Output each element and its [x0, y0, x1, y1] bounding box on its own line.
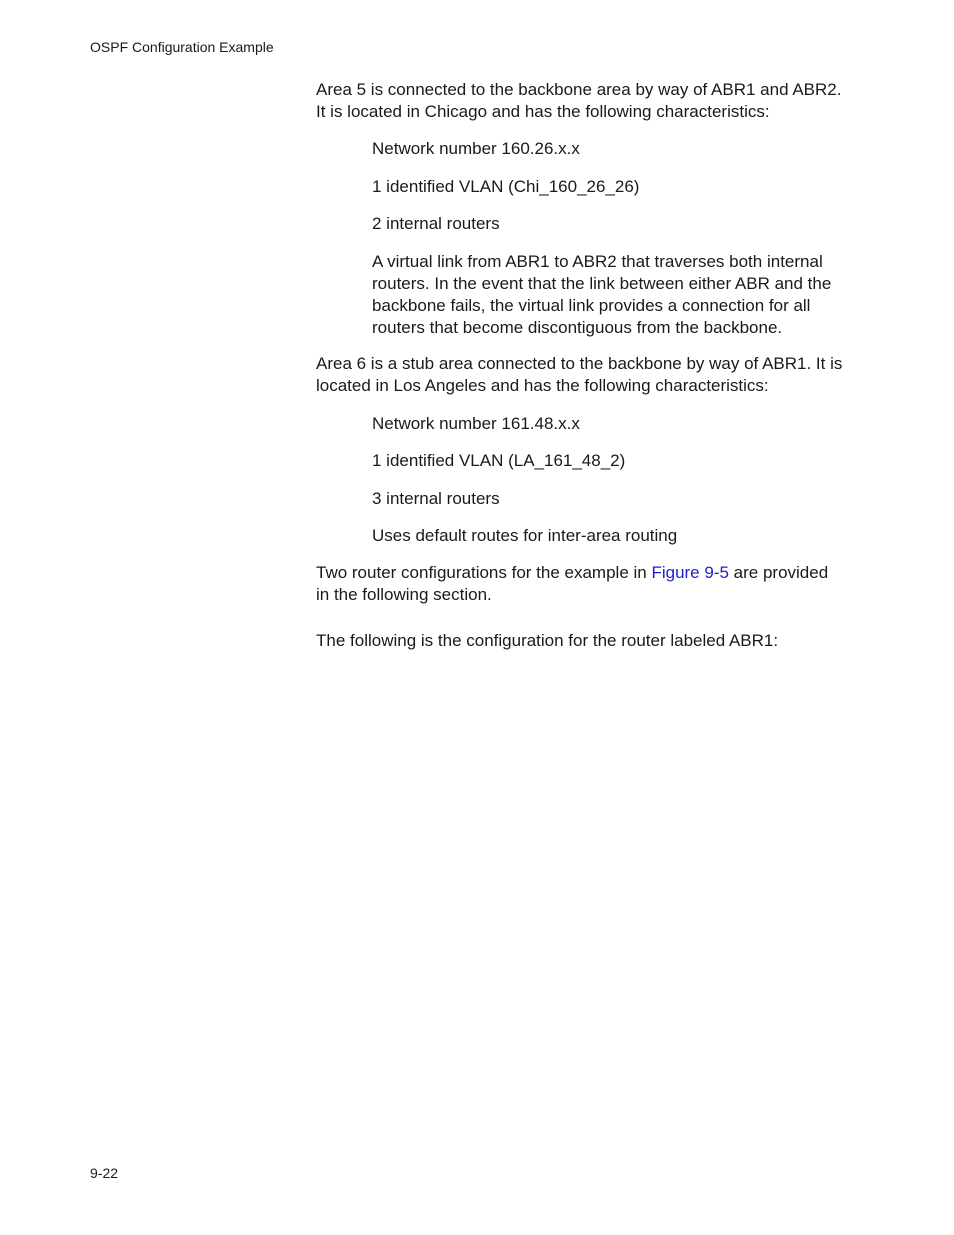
- area5-intro-line: Area 5 is connected to the backbone area by way of ABR1 and ABR2.: [316, 80, 842, 99]
- area5-intro: [316, 79, 856, 123]
- area5-item-network: Network number 160.26.x.x: [372, 139, 580, 158]
- virtual-link-line: routers that become discontiguous from the backbone.: [372, 318, 783, 337]
- area6-item-vlan: 1 identified VLAN (LA_161_48_2): [372, 451, 626, 470]
- area6-intro: [316, 353, 856, 397]
- figure-9-5-link[interactable]: Figure 9-5: [651, 563, 729, 582]
- area6-item-network: Network number 161.48.x.x: [372, 414, 580, 433]
- configs-line: [316, 562, 856, 584]
- area6-intro-line: Area 6 is a stub area connected to the backbone by way of ABR1. It is: [316, 354, 843, 373]
- area5-item-vlan: 1 identified VLAN (Chi_160_26_26): [372, 177, 640, 196]
- virtual-link-line: routers. In the event that the link between either ABR and the: [372, 274, 832, 293]
- area5-intro-line: It is located in Chicago and has the following characteristics:: [316, 102, 770, 121]
- area5-item-virtual-link: [372, 251, 856, 339]
- area6-item-default-routes: Uses default routes for inter-area routing: [372, 526, 678, 545]
- area5-item-routers: 2 internal routers: [372, 214, 500, 233]
- configs-suffix: are provided: [728, 563, 829, 582]
- page-number: 9-22: [90, 1165, 119, 1181]
- virtual-link-line: A virtual link from ABR1 to ABR2 that traverses both internal: [372, 252, 823, 271]
- configs-line-2: in the following section.: [316, 585, 492, 604]
- area6-intro-line: located in Los Angeles and has the following characteristics:: [316, 376, 769, 395]
- area6-item-routers: 3 internal routers: [372, 489, 500, 508]
- running-header: OSPF Configuration Example: [90, 39, 274, 55]
- abr1-intro: The following is the configuration for the router labeled ABR1:: [316, 631, 779, 650]
- virtual-link-line: backbone fails, the virtual link provides a connection for all: [372, 296, 811, 315]
- configs-prefix: Two router configurations for the example in: [316, 563, 652, 582]
- configs-paragraph: [316, 562, 856, 606]
